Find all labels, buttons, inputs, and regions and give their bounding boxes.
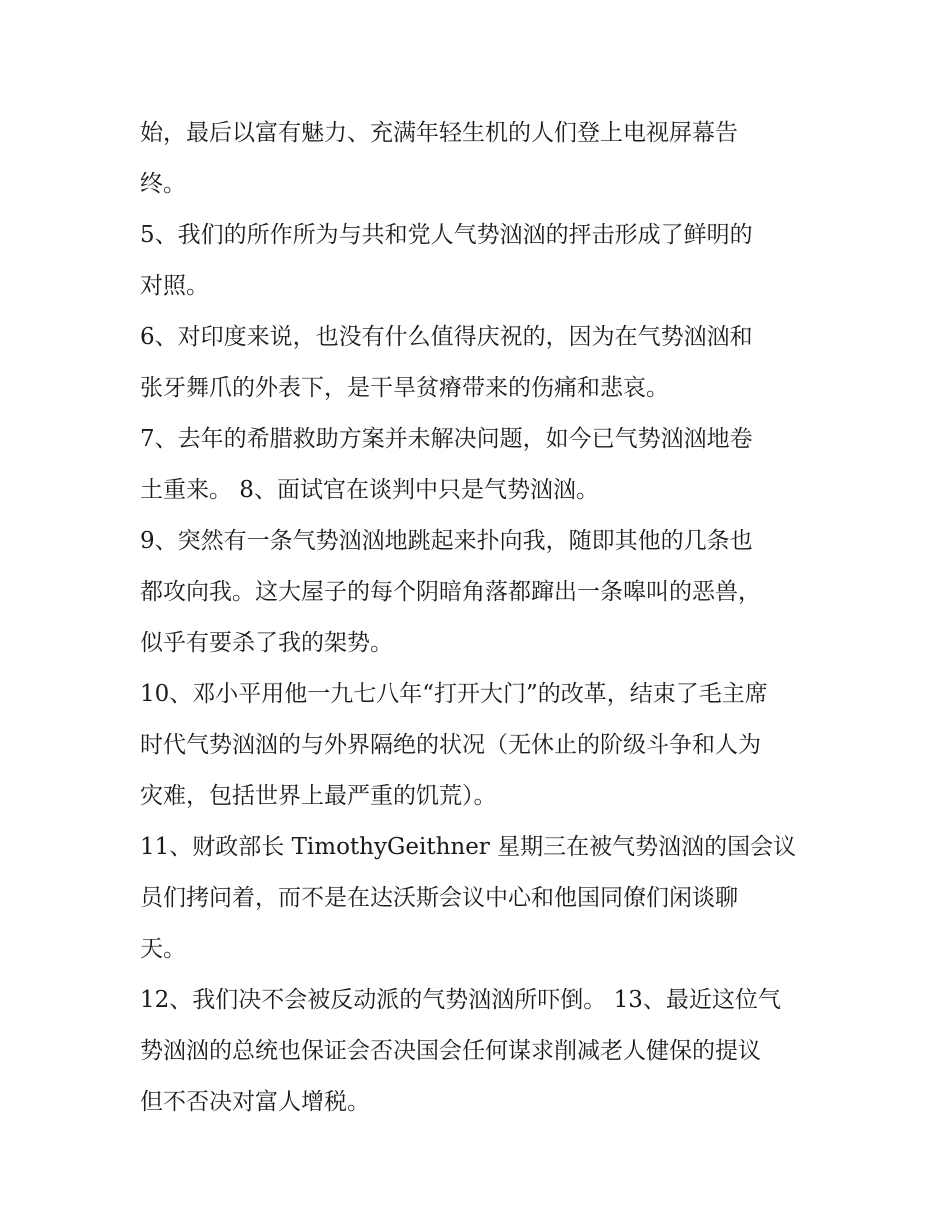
text-line: 12、我们决不会被反动派的气势汹汹所吓倒。 13、最近这位气 <box>140 987 781 1013</box>
text-line: 张牙舞爪的外表下，是干旱贫瘠带来的伤痛和悲哀。 <box>140 375 669 401</box>
document-body <box>140 108 820 1128</box>
text-line: 土重来。 8、面试官在谈判中只是气势汹汹。 <box>140 477 599 503</box>
text-line: 灾难，包括世界上最严重的饥荒）。 <box>140 783 497 809</box>
text-line: 势汹汹的总统也保证会否决国会任何谋求削减老人健保的提议 <box>140 1038 761 1064</box>
text-line: 11、财政部长 TimothyGeithner 星期三在被气势汹汹的国会议 <box>140 834 797 860</box>
text-line: 7、去年的希腊救助方案并未解决问题，如今已气势汹汹地卷 <box>140 426 753 452</box>
text-line: 似乎有要杀了我的架势。 <box>140 630 393 656</box>
text-line: 天。 <box>140 936 186 962</box>
text-line: 都攻向我。这大屋子的每个阴暗角落都蹿出一条嗥叫的恶兽， <box>140 579 761 605</box>
text-line: 终。 <box>140 171 186 197</box>
text-line: 始，最后以富有魅力、充满年轻生机的人们登上电视屏幕告 <box>140 120 738 146</box>
text-line: 但不否决对富人增税。 <box>140 1089 370 1115</box>
text-line: 10、邓小平用他一九七八年“打开大门”的改革，结束了毛主席 <box>140 681 768 707</box>
text-line: 5、我们的所作所为与共和党人气势汹汹的抨击形成了鲜明的 <box>140 222 753 248</box>
text-line: 对照。 <box>140 273 209 299</box>
text-line: 员们拷问着，而不是在达沃斯会议中心和他国同僚们闲谈聊 <box>140 885 738 911</box>
text-line: 时代气势汹汹的与外界隔绝的状况（无休止的阶级斗争和人为 <box>140 732 761 758</box>
text-line: 9、突然有一条气势汹汹地跳起来扑向我，随即其他的几条也 <box>140 528 753 554</box>
text-line: 6、对印度来说，也没有什么值得庆祝的，因为在气势汹汹和 <box>140 324 753 350</box>
